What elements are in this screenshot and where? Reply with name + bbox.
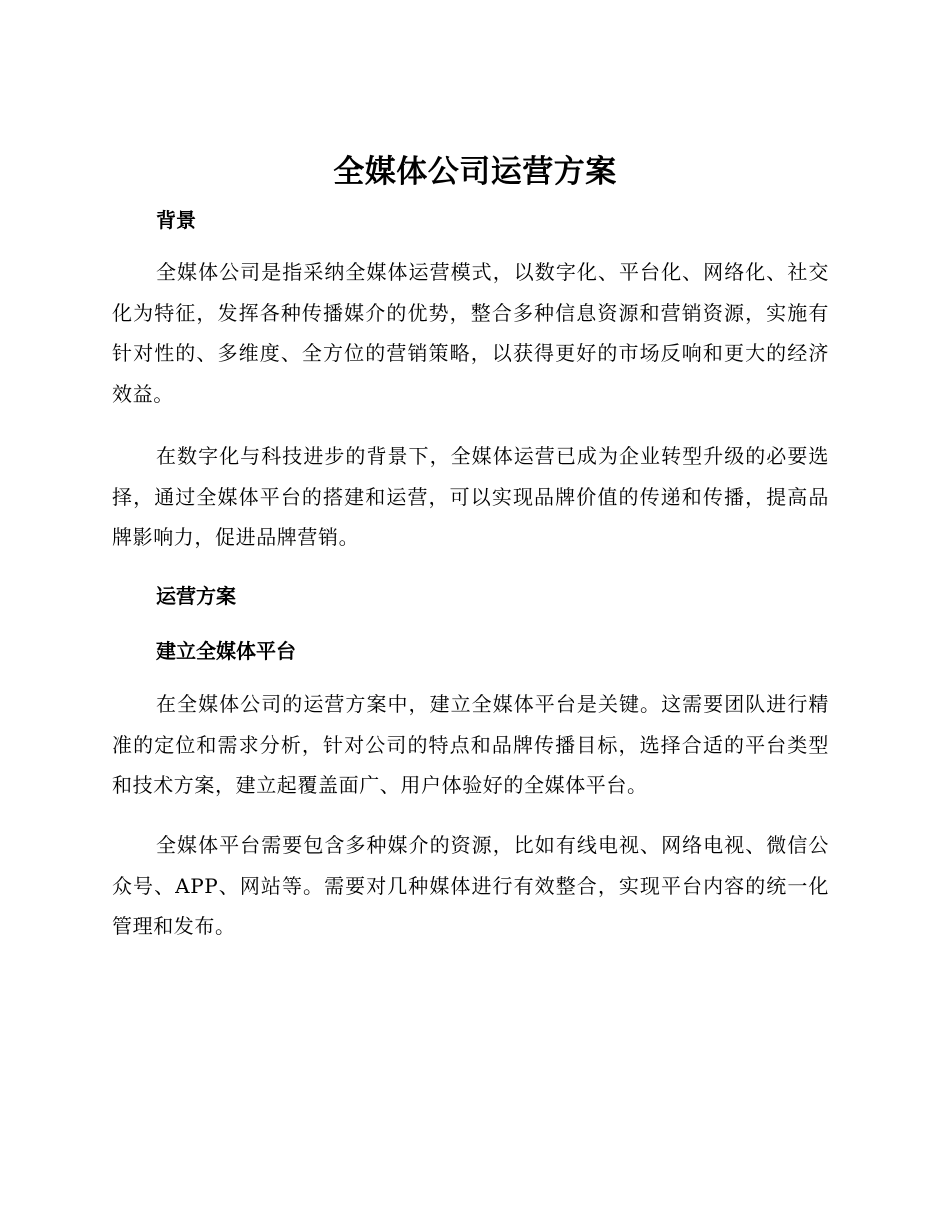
paragraph: 全媒体公司是指采纳全媒体运营模式，以数字化、平台化、网络化、社交化为特征，发挥各种传播媒介的优势，整合多种信息资源和营销资源，实施有针对性的、多维度、全方位的营销策略，以获得更好的市场反响和更大的经济效益。 [112,260,829,406]
section-heading-plan: 运营方案 [156,584,236,608]
subsection-heading-platform: 建立全媒体平台 [156,639,296,663]
paragraph: 在数字化与科技进步的背景下，全媒体运营已成为企业转型升级的必要选择，通过全媒体平台的搭建和运营，可以实现品牌价值的传递和传播，提高品牌影响力，促进品牌营销。 [112,444,829,549]
paragraph: 全媒体平台需要包含多种媒介的资源，比如有线电视、网络电视、微信公众号、APP、网站等。需要对几种媒体进行有效整合，实现平台内容的统一化管理和发布。 [112,833,829,938]
section-heading-background: 背景 [156,208,196,232]
paragraph: 在全媒体公司的运营方案中，建立全媒体平台是关键。这需要团队进行精准的定位和需求分析，针对公司的特点和品牌传播目标，选择合适的平台类型和技术方案，建立起覆盖面广、用户体验好的全媒体平台。 [112,692,829,797]
document-title: 全媒体公司运营方案 [333,154,617,190]
